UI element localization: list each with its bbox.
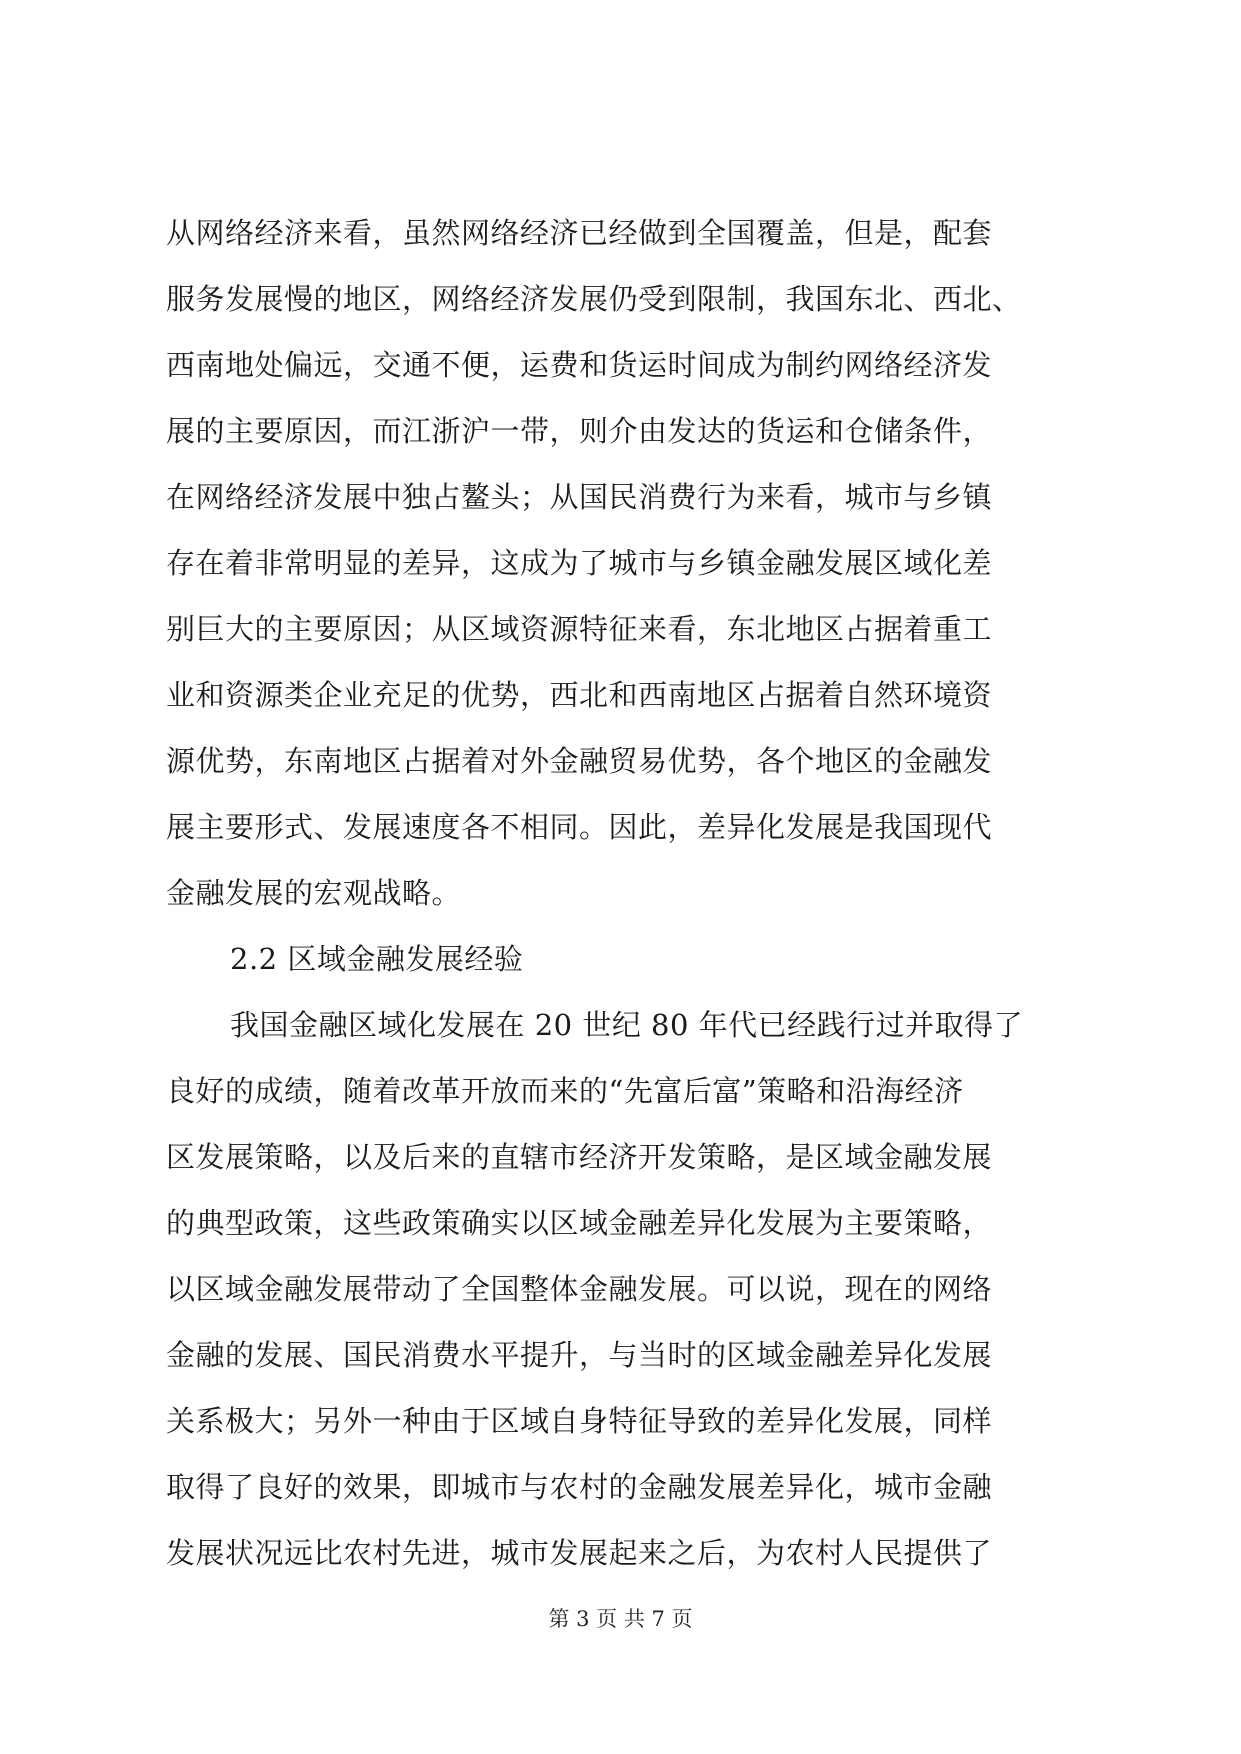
- text-line: 良好的成绩，随着改革开放而来的“先富后富”策略和沿海经济: [166, 1074, 964, 1108]
- text-line: 源优势，东南地区占据着对外金融贸易优势，各个地区的金融发: [166, 744, 993, 778]
- text-line: 存在着非常明显的差异，这成为了城市与乡镇金融发展区域化差: [166, 546, 993, 580]
- text-line: 业和资源类企业充足的优势，西北和西南地区占据着自然环境资: [166, 678, 993, 712]
- text-line: 区发展策略，以及后来的直辖市经济开发策略，是区域金融发展: [166, 1140, 993, 1174]
- text-line: 以区域金融发展带动了全国整体金融发展。可以说，现在的网络: [166, 1272, 993, 1306]
- text-line: 服务发展慢的地区，网络经济发展仍受到限制，我国东北、西北、: [166, 282, 1022, 316]
- text-line: 发展状况远比农村先进，城市发展起来之后，为农村人民提供了: [166, 1536, 993, 1570]
- text-line: 西南地处偏远，交通不便，运费和货运时间成为制约网络经济发: [166, 348, 993, 382]
- text-line: 我国金融区域化发展在 20 世纪 80 年代已经践行过并取得了: [230, 1008, 1024, 1042]
- page-number-footer: 第 3 页 共 7 页: [548, 1607, 693, 1631]
- text-line: 金融发展的宏观战略。: [166, 876, 462, 910]
- text-line: 的典型政策，这些政策确实以区域金融差异化发展为主要策略，: [166, 1206, 993, 1240]
- text-line: 从网络经济来看，虽然网络经济已经做到全国覆盖，但是，配套: [166, 216, 993, 250]
- text-line: 在网络经济发展中独占鳌头；从国民消费行为来看，城市与乡镇: [166, 480, 993, 514]
- text-line: 展的主要原因，而江浙沪一带，则介由发达的货运和仓储条件，: [166, 414, 993, 448]
- text-line: 取得了良好的效果，即城市与农村的金融发展差异化，城市金融: [166, 1470, 993, 1504]
- text-line: 展主要形式、发展速度各不相同。因此，差异化发展是我国现代: [166, 810, 993, 844]
- text-line: 关系极大；另外一种由于区域自身特征导致的差异化发展，同样: [166, 1404, 993, 1438]
- body-text-paragraph-1: [166, 200, 1076, 1586]
- text-line: 金融的发展、国民消费水平提升，与当时的区域金融差异化发展: [166, 1338, 993, 1372]
- text-line: 别巨大的主要原因；从区域资源特征来看，东北地区占据着重工: [166, 612, 993, 646]
- section-heading: 2.2 区域金融发展经验: [230, 942, 524, 976]
